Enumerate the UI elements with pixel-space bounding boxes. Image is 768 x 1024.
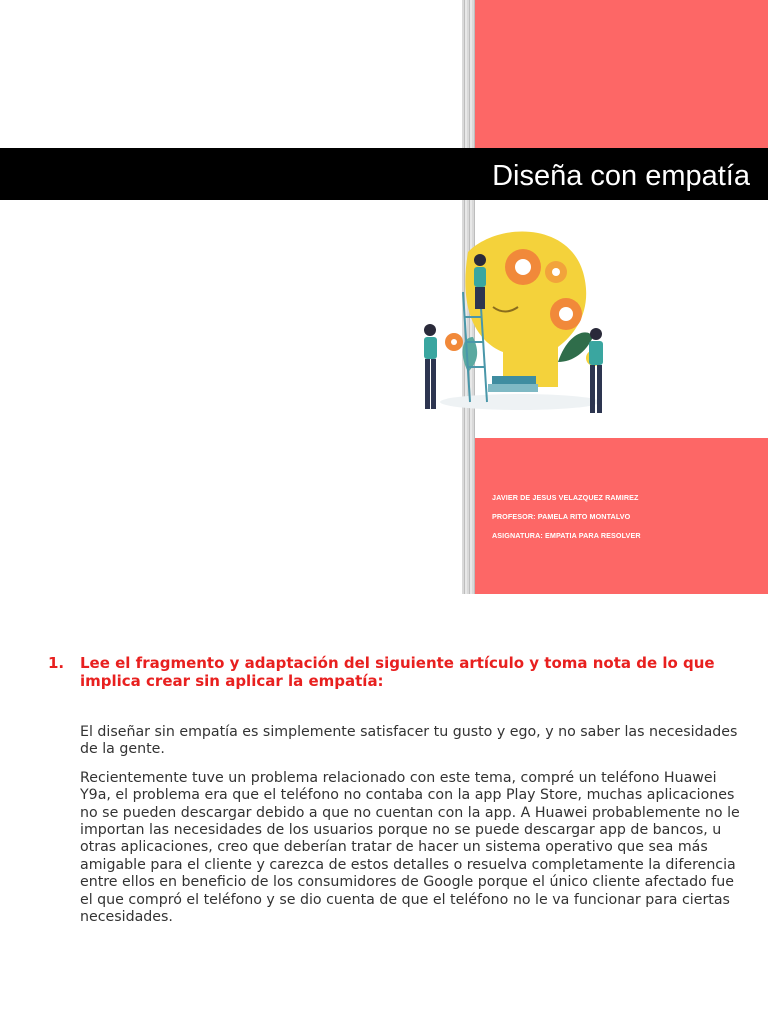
- professor-name: PROFESOR: PAMELA RITO MONTALVO: [492, 512, 631, 521]
- document-title: Diseña con empatía: [492, 160, 750, 192]
- question-text: Lee el fragmento y adaptación del siguiente artículo y toma nota de lo que implica crear sin aplicar la empatía:: [80, 654, 715, 690]
- answer-paragraph: Recientemente tuve un problema relacionado con este tema, compré un teléfono Huawei Y9a, el problema era que el teléfono no contaba con la app Play Store, muchas aplicaciones no se pueden descargar debido a que no cuentan con la app. A Huawei probablemente no le importan las necesidades de los usuarios porque no se puede descargar app de bancos, u otras aplicaciones, creo que deberían tratar de hacer un sistema operativo que sea más amigable para el cliente y carezca de estos detalles o resuelva completamente la diferencia entre ellos en beneficio de los consumidores de Google porque el único cliente afectado fue el que compró el teléfono y se dio cuenta de que el teléfono no le va funcionar para ciertas necesidades.: [80, 769, 740, 926]
- subject-name: ASIGNATURA: EMPATIA PARA RESOLVER: [492, 531, 641, 540]
- answer-body: [80, 724, 740, 937]
- empathy-head-gears-illustration-icon: [408, 212, 628, 424]
- question-number: 1.: [48, 654, 65, 672]
- author-name: JAVIER DE JESUS VELAZQUEZ RAMIREZ: [492, 493, 639, 502]
- cover-red-panel-bottom: [475, 438, 768, 594]
- title-band: [0, 148, 768, 200]
- cover-red-panel-top: [475, 0, 768, 148]
- answer-paragraph: El diseñar sin empatía es simplemente satisfacer tu gusto y ego, y no saber las necesidades de la gente.: [80, 724, 738, 758]
- cover-metadata: [492, 493, 641, 550]
